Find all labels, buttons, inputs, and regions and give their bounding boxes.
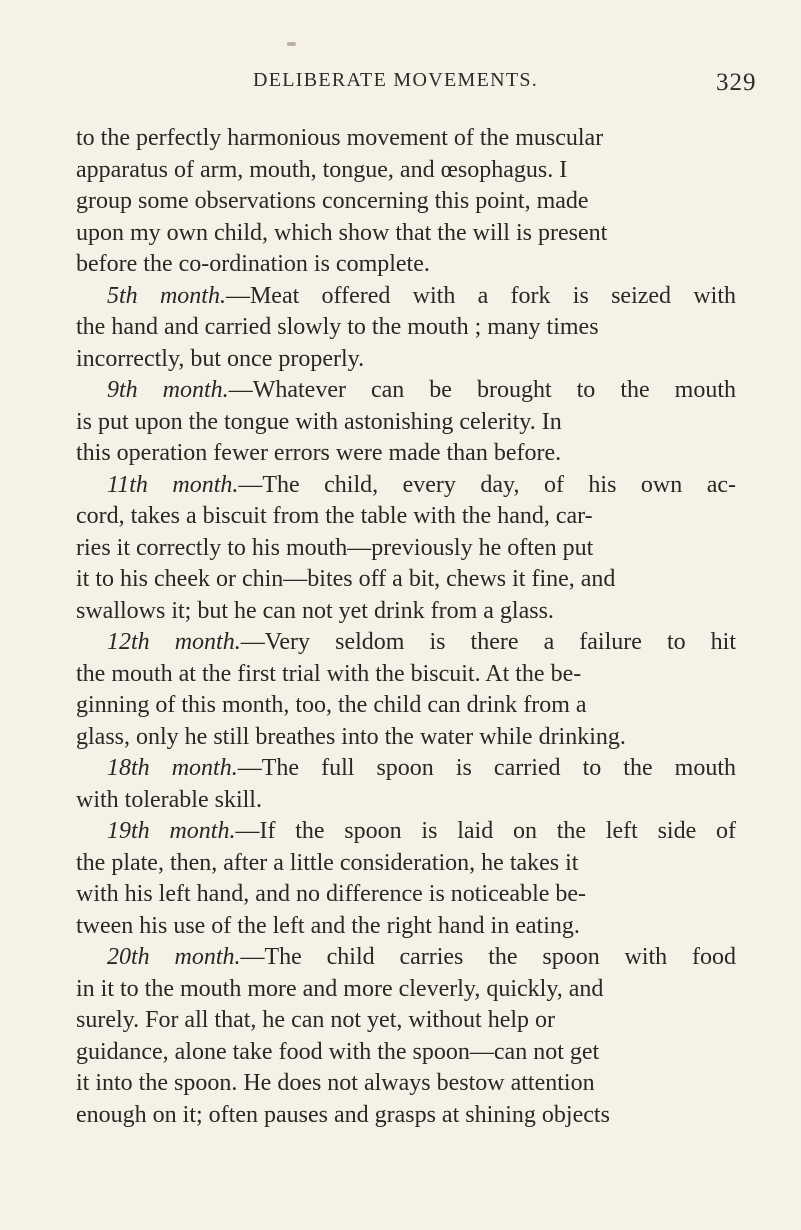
text-line	[76, 375, 736, 407]
line-text: with his left hand, and no difference is noticeable be-	[76, 881, 587, 907]
text-line	[76, 249, 736, 281]
text-line	[76, 501, 736, 533]
line-text: the plate, then, after a little consideration, he takes it	[76, 849, 579, 876]
line-text: —If the spoon is laid on the left side of	[235, 818, 737, 844]
text-line	[76, 753, 736, 785]
line-text: with tolerable skill.	[76, 786, 262, 813]
page-mark	[287, 42, 296, 46]
line-text: to the perfectly harmonious movement of the muscular	[76, 125, 604, 151]
text-line	[76, 1068, 736, 1100]
line-text: ginning of this month, too, the child can drink from a	[76, 692, 587, 718]
line-text: glass, only he still breathes into the water while drinking.	[76, 723, 626, 750]
text-line	[76, 596, 736, 628]
line-text: incorrectly, but once properly.	[76, 345, 365, 372]
line-text: swallows it; but he can not yet drink from a glass.	[76, 597, 554, 624]
line-content	[107, 627, 736, 659]
text-line	[76, 722, 736, 754]
month-label: 9th month.	[107, 377, 229, 403]
text-line	[76, 186, 736, 218]
line-text: group some observations concerning this point, made	[76, 188, 589, 214]
line-text: tween his use of the left and the right hand in eating.	[76, 912, 580, 939]
text-line	[76, 816, 736, 848]
line-text: —The child carries the spoon with food	[240, 944, 736, 970]
text-line	[76, 974, 736, 1006]
text-line	[76, 533, 736, 565]
text-line	[76, 785, 736, 817]
line-text: this operation fewer errors were made than before.	[76, 440, 562, 466]
text-line	[76, 123, 736, 155]
line-content	[107, 281, 736, 313]
line-text: surely. For all that, he can not yet, without help or	[76, 1007, 556, 1033]
text-line	[76, 438, 736, 470]
line-text: it to his cheek or chin—bites off a bit, chews it fine, and	[76, 566, 616, 592]
line-text: it into the spoon. He does not always bestow attention	[76, 1070, 595, 1096]
line-text: —The full spoon is carried to the mouth	[237, 755, 736, 781]
text-line	[76, 911, 736, 943]
text-line	[76, 1037, 736, 1069]
text-line	[76, 1100, 736, 1132]
line-content	[107, 942, 736, 974]
line-content	[107, 753, 736, 785]
line-text: guidance, alone take food with the spoon—can not get	[76, 1038, 600, 1065]
line-text: enough on it; often pauses and grasps at shining objects	[76, 1101, 610, 1128]
line-text: —Very seldom is there a failure to hit	[240, 629, 737, 655]
running-title: DELIBERATE MOVEMENTS.	[253, 69, 539, 91]
text-line	[76, 564, 736, 596]
line-content	[107, 375, 736, 407]
text-line	[76, 281, 736, 313]
line-text: —Whatever can be brought to the mouth	[228, 377, 736, 403]
text-line	[76, 470, 736, 502]
line-text: cord, takes a biscuit from the table with the hand, car-	[76, 503, 593, 529]
line-content	[107, 816, 736, 848]
text-line	[76, 942, 736, 974]
text-line	[76, 312, 736, 344]
text-line	[76, 218, 736, 250]
line-text: the mouth at the first trial with the biscuit. At the be-	[76, 660, 582, 687]
text-line	[76, 627, 736, 659]
month-label: 12th month.	[107, 629, 241, 655]
month-label: 19th month.	[107, 818, 236, 844]
month-label: 20th month.	[107, 944, 241, 970]
text-line	[76, 690, 736, 722]
text-line	[76, 344, 736, 376]
line-text: before the co-ordination is complete.	[76, 251, 430, 277]
line-content	[107, 470, 736, 502]
line-text: —The child, every day, of his own ac-	[238, 471, 736, 498]
line-text: the hand and carried slowly to the mouth ; many times	[76, 314, 599, 340]
line-text: ries it correctly to his mouth—previously he often put	[76, 534, 594, 561]
month-label: 18th month.	[107, 755, 238, 781]
text-line	[76, 155, 736, 187]
page-number: 329	[716, 69, 757, 96]
body-text	[76, 123, 736, 1131]
line-text: upon my own child, which show that the will is present	[76, 219, 608, 246]
text-line	[76, 879, 736, 911]
text-line	[76, 659, 736, 691]
month-label: 11th month.	[107, 471, 239, 498]
text-line	[76, 848, 736, 880]
text-line	[76, 407, 736, 439]
line-text: is put upon the tongue with astonishing celerity. In	[76, 408, 562, 435]
month-label: 5th month.	[107, 282, 226, 309]
text-line	[76, 1005, 736, 1037]
line-text: —Meat offered with a fork is seized with	[225, 282, 736, 309]
line-text: apparatus of arm, mouth, tongue, and œsophagus. I	[76, 156, 568, 183]
line-text: in it to the mouth more and more cleverly, quickly, and	[76, 975, 604, 1002]
